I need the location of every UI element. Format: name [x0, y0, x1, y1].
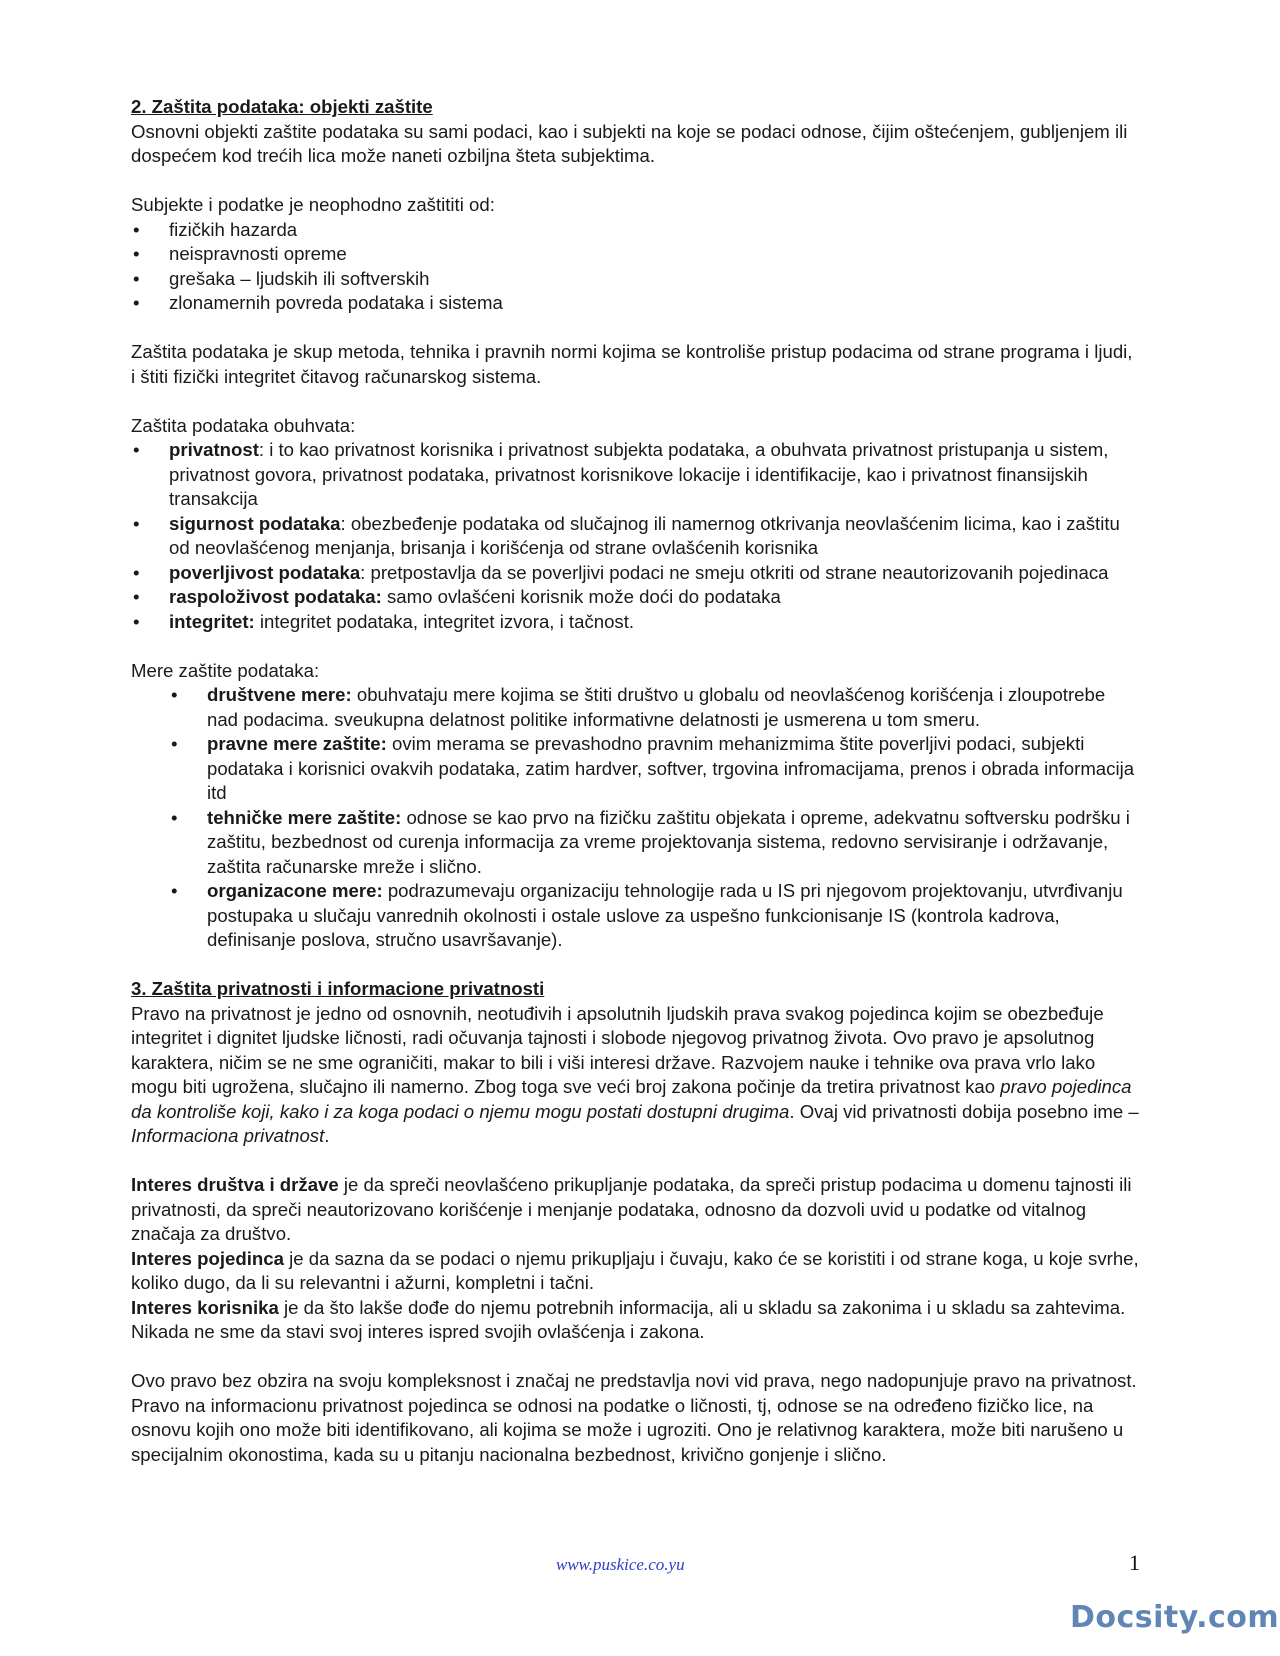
description: integritet podataka, integritet izvora, i tačnost. — [254, 610, 635, 632]
section-2-heading: 2. Zaštita podataka: objekti zaštite — [131, 96, 433, 117]
description: : obezbeđenje podataka od slučajnog ili namernog otkrivanja neovlašćenim licima, kao i zaštitu od neovlašćenog menjanja, brisanja i korišćenja od strane ovlašćenih korisnika — [169, 512, 1120, 558]
term: Interes društva i države — [131, 1174, 339, 1195]
list-item — [131, 561, 1141, 586]
scope-lead: Zaštita podataka obuhvata: — [131, 414, 356, 436]
document-page — [131, 95, 1141, 1467]
list-item — [169, 683, 1141, 732]
description: ovim merama se prevashodno pravnim mehanizmima štite poverljivi podaci, subjekti podataka i korisnici ovakvih podataka, zatim hardver, softver, trgovina infromacijama, prenos i obrada informacija itd — [207, 733, 1135, 803]
threats-list — [131, 218, 1141, 316]
list-item: • fizičkih hazarda — [131, 218, 1141, 243]
description: je da spreči neovlašćeno prikupljanje podataka, da spreči pristup podacima u domenu tajnosti ili privatnosti, da spreči neautorizovano korišćenje i menjanje podataka, odnosno da dozvoli uvid u podatke od vitalnog značaja za društvo. — [131, 1174, 1132, 1244]
term: pravne mere zaštite: — [207, 733, 387, 754]
description: podrazumevaju organizaciju tehnologije rada u IS pri njegovom projektovanju, utvrđivanju postupaka u slučaju vanrednih okolnosti i ostale uslove za uspešno funkcionisanje IS (kontrola kadrova, definisanje poslova, stručno usavršavanje). — [207, 880, 1123, 950]
description: odnose se kao prvo na fizičku zaštitu objekata i opreme, adekvatnu softversku podršku i zaštitu, bezbednost od curenja informacija za vreme projektovanja sistema, redovno servisiranje i održavanje, zaštita računarske mreže i slično. — [207, 806, 1130, 877]
interest-individual — [131, 1247, 1141, 1296]
term: poverljivost podataka — [169, 561, 361, 583]
term: Interes pojedinca — [131, 1247, 284, 1269]
protection-definition: Zaštita podataka je skup metoda, tehnika i pravnih normi kojima se kontroliše pristup podacima od strane programa i ljudi, i štiti fizički integritet čitavog računarskog sistema. — [131, 341, 1133, 387]
term: sigurnost podataka — [169, 512, 341, 534]
term: Interes korisnika — [131, 1296, 279, 1318]
list-item — [131, 585, 1141, 610]
list-item: • neispravnosti opreme — [131, 242, 1141, 267]
text-run: . Ovaj vid privatnosti dobija posebno ime – — [789, 1100, 1139, 1122]
threats-lead: Subjekte i podatke je neophodno zaštititi od: — [131, 194, 495, 215]
scope-list — [131, 438, 1141, 634]
privacy-paragraph — [131, 1002, 1141, 1149]
term: društvene mere: — [207, 684, 352, 705]
term: raspoloživost podataka: — [169, 586, 382, 607]
list-item — [131, 438, 1141, 512]
section-2-intro: Osnovni objekti zaštite podataka su sami podaci, kao i subjekti na koje se podaci odnose, čijim oštećenjem, gubljenjem ili dospećem kod trećih lica može naneti ozbiljna šteta subjektima. — [131, 120, 1128, 166]
term: organizacone mere: — [207, 880, 383, 901]
description: je da što lakše dođe do njemu potrebnih informacija, ali u skladu sa zakonima i u skladu sa zahtevima. Nikada ne sme da stavi svoj interes ispred svojih ovlašćenja i zakona. — [131, 1296, 1126, 1342]
description: : i to kao privatnost korisnika i privatnost subjekta podataka, a obuhvata privatnost pristupanja u sistem, privatnost govora, privatnost podataka, privatnost korisnikove lokacije i identifikacije, kao i privatnost finansijskih transakcija — [169, 439, 1109, 509]
list-item: • zlonamernih povreda podataka i sistema — [131, 291, 1141, 316]
page-number: 1 — [1129, 1550, 1140, 1575]
italic-run: Informaciona privatnost — [131, 1125, 325, 1146]
term: privatnost — [169, 439, 259, 460]
measures-lead: Mere zaštite podataka: — [131, 659, 320, 681]
text-run: Pravo na privatnost je jedno od osnovnih, neotuđivih i apsolutnih ljudskih prava svakog pojedinca kojim se obezbeđuje integritet i dignitet ljudske ličnosti, radi očuvanja tajnosti i slobode njegovog privatnog života. Ovo pravo je apsolutnog karaktera, ničim se ne sme ograničiti, makar to bili i viši interesi države. Razvojem nauke i tehnike ova prava vrlo lako mogu biti ugrožena, slučajno ili namerno. Zbog toga sve veći broj zakona počinje da tretira privatnost kao — [131, 1002, 1104, 1097]
list-item — [131, 610, 1141, 635]
italic-run: pravo pojedinca da kontroliše koji, kako i za koga podaci o njemu mogu postati dostupni drugima — [131, 1076, 1132, 1122]
section-3-heading: 3. Zaštita privatnosti i informacione privatnosti — [131, 978, 545, 999]
docsity-watermark: Docsity.com — [1070, 1600, 1280, 1635]
term: integritet: — [169, 610, 255, 632]
list-item: • grešaka – ljudskih ili softverskih — [131, 267, 1141, 292]
closing-paragraph: Ovo pravo bez obzira na svoju kompleksnost i značaj ne predstavlja novi vid prava, nego nadopunjuje pravo na privatnost. Pravo na informacionu privatnost pojedinca se odnosi na podatke o ličnosti, tj, odnose se na određeno fizičko lice, na osnovu kojih ono može biti identifikovano, ali kojima se može i ugroziti. Ono je relativnog karaktera, može biti narušeno u specijalnim okonostima, kada su u pitanju nacionalna bezbednost, krivično gonjenje i slično. — [131, 1370, 1137, 1465]
list-item — [169, 732, 1141, 806]
footer-url-link[interactable]: www.puskice.co.yu — [556, 1555, 685, 1574]
interest-user — [131, 1296, 1141, 1345]
description: obuhvataju mere kojima se štiti društvo u globalu od neovlašćenog korišćenja i zloupotrebe nad podacima. sveukupna delatnost politike informativne delatnosti je usmerena u tom smeru. — [207, 684, 1106, 730]
description: je da sazna da se podaci o njemu prikupljaju i čuvaju, kako će se koristiti i od strane koga, u koje svrhe, koliko dugo, da li su relevantni i ažurni, kompletni i tačni. — [131, 1247, 1139, 1293]
list-item — [169, 879, 1141, 953]
description: samo ovlašćeni korisnik može doći do podataka — [381, 586, 781, 607]
measures-list — [169, 683, 1141, 953]
list-item — [131, 512, 1141, 561]
description: : pretpostavlja da se poverljivi podaci ne smeju otkriti od strane neautorizovanih pojedinaca — [360, 561, 1109, 583]
term: tehničke mere zaštite: — [207, 806, 402, 828]
list-item — [169, 806, 1141, 880]
interest-society — [131, 1173, 1141, 1247]
text-run: . — [324, 1125, 330, 1146]
